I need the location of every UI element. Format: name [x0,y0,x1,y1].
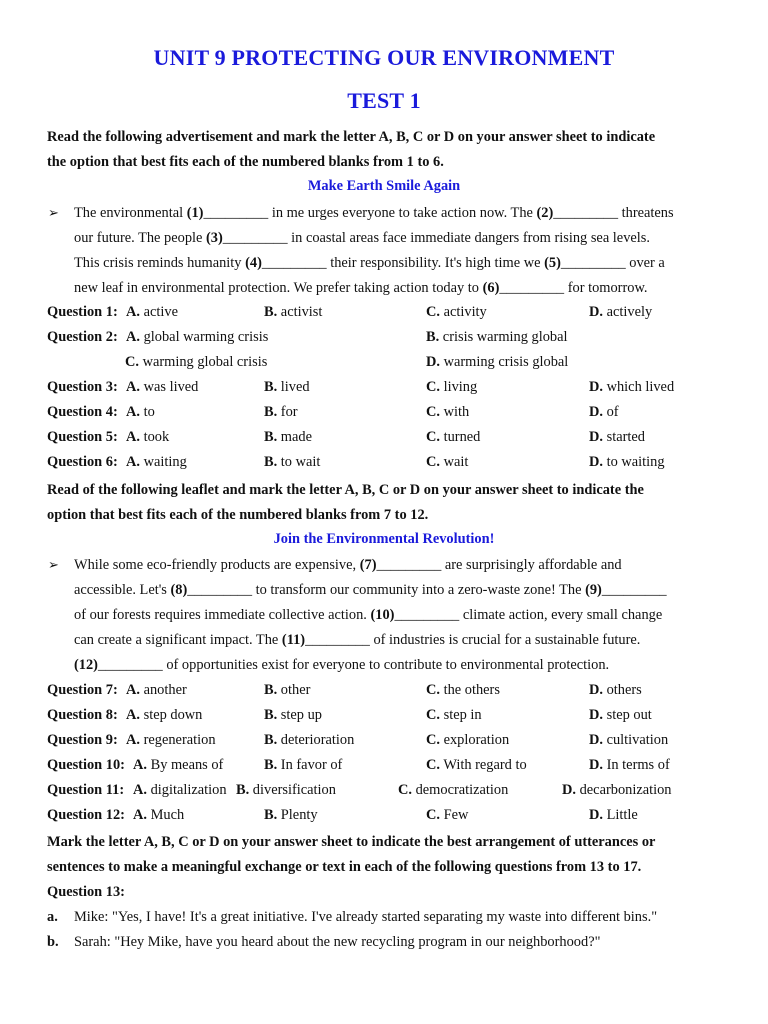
passage-text: new leaf in environmental protection. We prefer taking action today to [74,280,483,296]
option-letter: D. [589,732,603,748]
answer-option [264,707,322,724]
answer-option [264,404,298,421]
section2-heading: Join the Environmental Revolution! [273,531,495,547]
option-letter: A. [133,782,147,798]
option-letter: D. [562,782,576,798]
answer-option [126,707,202,724]
passage-text: _________ are surprisingly affordable and [376,557,622,573]
option-letter: B. [264,454,278,470]
answer-option [426,354,568,371]
answer-option [126,682,187,699]
answer-option [426,304,487,321]
option-text: lived [277,379,310,395]
option-text: Plenty [277,807,318,823]
option-text: living [440,379,478,395]
option-text: digitalization [147,782,227,798]
answer-option [589,807,638,824]
answer-option [426,682,500,699]
passage1-bullet-icon: ➢ [48,205,59,220]
option-text: global warming crisis [140,329,269,345]
option-text: warming global crisis [139,354,268,370]
option-text: actively [603,304,653,320]
answer-option [125,354,267,371]
answer-option [426,329,568,346]
passage-text: _________ their responsibility. It's high time we [261,255,545,271]
passage2-line [74,606,662,624]
option-text: of [603,404,619,420]
answer-option [264,732,354,749]
option-text: Much [147,807,185,823]
answer-option [589,707,652,724]
option-letter: D. [589,304,603,320]
question-label: Question 8: [47,707,118,723]
option-letter: B. [264,732,278,748]
answer-option [589,757,670,774]
item-a-text: Mike: "Yes, I have! It's a great initiative. I've already started separating my waste into different bins." [74,909,658,925]
option-letter: A. [126,454,140,470]
answer-option [426,454,468,471]
blank-number: (8) [170,582,188,598]
option-text: with [440,404,470,420]
blank-number: (11) [281,632,306,648]
option-letter: D. [426,354,440,370]
answer-option [126,329,268,346]
option-text: to waiting [603,454,665,470]
passage-text: This crisis reminds humanity [74,255,246,271]
option-letter: C. [398,782,412,798]
passage1-line [74,254,665,272]
passage2-bullet-icon: ➢ [48,557,59,572]
item-b-text: Sarah: "Hey Mike, have you heard about the new recycling program in our neighborhood?" [74,934,601,950]
answer-option [426,732,509,749]
passage1-line [74,279,648,297]
option-letter: D. [589,429,603,445]
answer-option [426,429,480,446]
answer-option [589,404,619,421]
answer-option [426,807,468,824]
option-letter: A. [133,757,147,773]
option-text: step in [440,707,482,723]
option-text: other [277,682,311,698]
blank-number: (12) [74,657,98,673]
option-letter: A. [126,682,140,698]
passage-text: _________ in coastal areas face immediate dangers from rising sea levels. [222,230,650,246]
answer-option [126,304,178,321]
passage-text: While some eco-friendly products are expensive, [74,557,360,573]
option-letter: C. [426,707,440,723]
answer-option [264,429,312,446]
answer-option [126,429,169,446]
option-letter: B. [264,304,278,320]
blank-number: (4) [245,255,262,271]
passage-text: our future. The people [74,230,207,246]
option-letter: C. [426,682,440,698]
passage2-line [74,656,609,674]
passage-text: _________ of industries is crucial for a sustainable future. [305,632,641,648]
option-text: deterioration [277,732,355,748]
option-text: turned [440,429,481,445]
option-text: waiting [140,454,187,470]
option-text: which lived [603,379,675,395]
blank-number: (5) [544,255,561,271]
answer-option [126,732,216,749]
option-text: In favor of [277,757,343,773]
option-text: wait [440,454,469,470]
option-letter: B. [426,329,440,345]
option-letter: A. [126,732,140,748]
option-letter: B. [264,757,278,773]
option-text: took [140,429,170,445]
option-text: step down [140,707,203,723]
option-letter: B. [264,429,278,445]
passage-text: _________ of opportunities exist for everyone to contribute to environmental protection. [97,657,610,673]
blank-number: (9) [585,582,602,598]
question-label: Question 9: [47,732,118,748]
answer-option [264,304,322,321]
question-label: Question 1: [47,304,118,320]
answer-option [264,379,310,396]
option-letter: C. [426,429,440,445]
option-text: With regard to [440,757,527,773]
question-label: Question 3: [47,379,118,395]
option-text: made [277,429,312,445]
answer-option [126,404,155,421]
section2-instruction-line-2: option that best fits each of the numbered blanks from 7 to 12. [47,507,429,523]
answer-option [126,454,187,471]
option-text: activity [440,304,487,320]
passage1-line [74,204,674,222]
passage-text: The environmental [74,205,187,221]
option-text: cultivation [603,732,669,748]
passage-text: _________ over a [560,255,665,271]
option-letter: D. [589,379,603,395]
option-letter: B. [264,807,278,823]
passage-text: can create a significant impact. The [74,632,282,648]
option-text: Little [603,807,638,823]
blank-number: (10) [370,607,395,623]
page-title: UNIT 9 PROTECTING OUR ENVIRONMENT [153,45,615,70]
option-letter: B. [264,682,278,698]
passage-text: _________ in me urges everyone to take action now. The [203,205,537,221]
section1-instruction-line-2: the option that best fits each of the numbered blanks from 1 to 6. [47,154,444,170]
option-letter: D. [589,454,603,470]
answer-option [264,807,318,824]
option-text: By means of [147,757,224,773]
section1-heading: Make Earth Smile Again [307,178,461,194]
option-letter: A. [126,379,140,395]
option-letter: D. [589,682,603,698]
blank-number: (1) [186,205,204,221]
passage-text: of our forests requires immediate collective action. [74,607,371,623]
blank-number: (2) [536,205,554,221]
option-letter: A. [133,807,147,823]
option-text: active [140,304,178,320]
option-letter: D. [589,707,603,723]
passage-text: _________ for tomorrow. [499,280,648,296]
option-text: step up [277,707,322,723]
answer-option [589,379,674,396]
option-text: step out [603,707,652,723]
answer-option [589,682,642,699]
question-label: Question 10: [47,757,125,773]
question-label: Question 6: [47,454,118,470]
answer-option [264,757,342,774]
option-text: started [603,429,645,445]
item-a-letter: a. [47,909,58,925]
option-text: warming crisis global [440,354,569,370]
option-letter: B. [236,782,250,798]
option-text: others [603,682,642,698]
option-text: another [140,682,187,698]
option-letter: C. [426,807,440,823]
answer-option [133,757,223,774]
option-text: Few [440,807,469,823]
option-text: for [277,404,298,420]
answer-option [133,807,184,824]
passage2-line [74,581,667,599]
option-letter: D. [589,807,603,823]
option-text: diversification [249,782,336,798]
item-b-letter: b. [47,934,59,950]
option-letter: C. [426,404,440,420]
answer-option [426,757,527,774]
blank-number: (3) [206,230,223,246]
question-label: Question 12: [47,807,125,823]
section1-instruction-line-1: Read the following advertisement and mark the letter A, B, C or D on your answer sheet to indicate [47,129,656,145]
option-letter: C. [426,304,440,320]
answer-option [426,707,482,724]
page-subtitle: TEST 1 [347,88,421,113]
option-letter: C. [426,454,440,470]
answer-option [398,782,508,799]
blank-number: (6) [482,280,500,296]
option-text: exploration [440,732,510,748]
question-label: Question 5: [47,429,118,445]
question-label: Question 7: [47,682,118,698]
passage1-line [74,229,650,247]
passage2-line [74,631,640,649]
option-text: democratization [412,782,509,798]
answer-option [589,429,645,446]
option-letter: C. [426,379,440,395]
answer-option [126,379,198,396]
passage-text: _________ threatens [553,205,674,221]
option-text: to [140,404,155,420]
answer-option [264,682,310,699]
option-letter: C. [426,757,440,773]
option-text: In terms of [603,757,670,773]
option-letter: A. [126,429,140,445]
option-letter: A. [126,404,140,420]
passage2-line [74,556,622,574]
option-text: activist [277,304,323,320]
option-letter: B. [264,707,278,723]
section2-instruction-line-1: Read of the following leaflet and mark the letter A, B, C or D on your answer sheet to indicate the [47,482,644,498]
passage-text: accessible. Let's [74,582,171,598]
option-text: decarbonization [576,782,672,798]
option-text: regeneration [140,732,216,748]
option-text: was lived [140,379,199,395]
option-letter: B. [264,379,278,395]
option-letter: C. [426,732,440,748]
question-label: Question 4: [47,404,118,420]
answer-option [589,454,665,471]
option-letter: B. [264,404,278,420]
option-letter: A. [126,329,140,345]
question-13-label: Question 13: [47,884,125,900]
passage-text: _________ climate action, every small change [394,607,663,623]
passage-text: _________ to transform our community into a zero-waste zone! The [187,582,586,598]
question-label: Question 2: [47,329,118,345]
answer-option [589,304,652,321]
option-text: the others [440,682,500,698]
option-letter: D. [589,404,603,420]
option-text: crisis warming global [439,329,568,345]
option-letter: A. [126,707,140,723]
option-letter: D. [589,757,603,773]
answer-option [426,379,477,396]
question-label: Question 11: [47,782,125,798]
answer-option [562,782,672,799]
answer-option [589,732,668,749]
passage-text: _________ [601,582,667,598]
blank-number: (7) [359,557,377,573]
option-text: to wait [277,454,321,470]
answer-option [426,404,469,421]
answer-option [264,454,320,471]
section3-instruction-line-1: Mark the letter A, B, C or D on your answer sheet to indicate the best arrangement of utterances or [47,834,656,850]
answer-option [133,782,227,799]
answer-option [236,782,336,799]
section3-instruction-line-2: sentences to make a meaningful exchange or text in each of the following questions from 13 to 17. [47,859,642,875]
option-letter: C. [125,354,139,370]
option-letter: A. [126,304,140,320]
